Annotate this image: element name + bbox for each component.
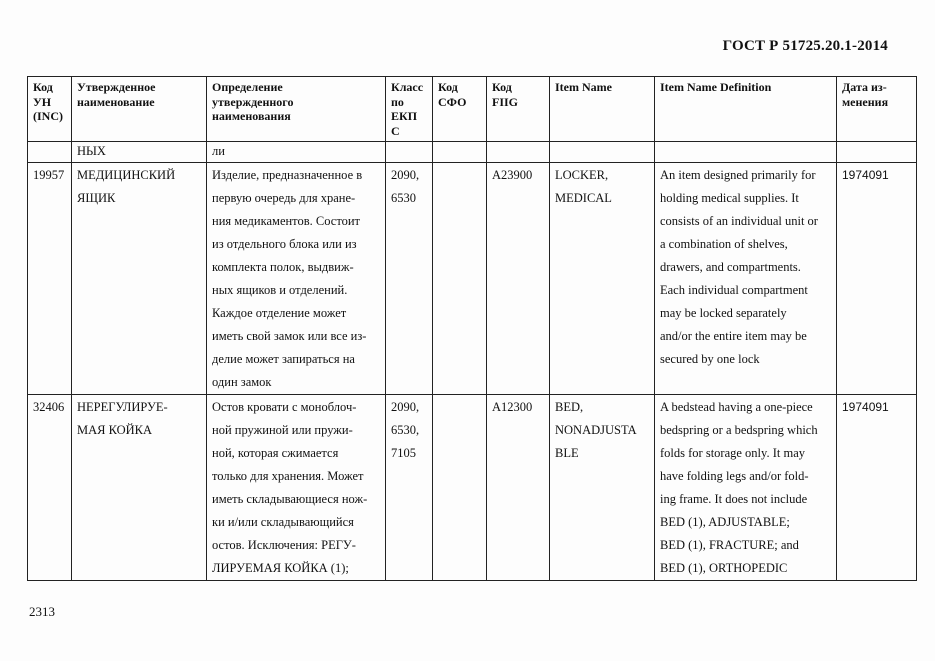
cell-fiig: A12300 <box>487 395 550 581</box>
table-row <box>28 163 917 395</box>
text-line: Код <box>33 80 53 94</box>
document-code: ГОСТ Р 51725.20.1-2014 <box>722 38 888 54</box>
col-header-sfo <box>433 77 487 142</box>
text-line: consists of an individual unit or <box>660 214 818 228</box>
text-line: первую очередь для хране- <box>212 191 356 205</box>
catalog-table <box>27 76 917 581</box>
text-line: из отдельного блока или из <box>212 237 357 251</box>
text-line: УН <box>33 94 52 109</box>
continuation-row <box>28 142 917 163</box>
text-line: BED (1), ORTHOPEDIC <box>660 561 788 575</box>
text-line: Item Name Definition <box>660 80 772 94</box>
text-line: bedspring or a bedspring which <box>660 423 818 437</box>
text-line: Item Name <box>555 80 612 94</box>
header-row <box>28 77 917 142</box>
text-line: An item designed primarily for <box>660 168 816 182</box>
text-line: ЛИРУЕМАЯ КОЙКА (1); <box>212 561 349 575</box>
cell-item-definition <box>655 395 837 581</box>
cell-class <box>386 163 433 395</box>
cell-item-name <box>550 395 655 581</box>
text-line: (INC) <box>33 109 63 123</box>
cell-inc: 32406 <box>28 395 72 581</box>
text-line: утвержденного <box>212 94 294 109</box>
text-line: Определение <box>212 80 283 94</box>
col-header-item-definition <box>655 77 837 142</box>
text-line: СФО <box>438 94 467 109</box>
text-line: Код <box>492 80 512 94</box>
cell-item-name <box>550 163 655 395</box>
text-line: NONADJUSTA <box>555 423 637 437</box>
text-line: ной пружиной или пружи- <box>212 423 353 437</box>
col-header-item-name <box>550 77 655 142</box>
text-line: комплекта полок, выдвиж- <box>212 260 354 274</box>
continuation-name: НЫХ <box>72 142 207 163</box>
cell-name <box>72 395 207 581</box>
text-line: 2090, <box>391 400 420 414</box>
text-line: только для хранения. Может <box>212 469 364 483</box>
text-line: один замок <box>212 375 272 389</box>
cell-sfo <box>433 163 487 395</box>
text-line: BED, <box>555 400 584 414</box>
col-header-definition <box>207 77 386 142</box>
cell-definition <box>207 395 386 581</box>
cell-item-definition <box>655 163 837 395</box>
text-line: Изделие, предназначенное в <box>212 168 363 182</box>
text-line: ing frame. It does not include <box>660 492 808 506</box>
cell-sfo <box>433 395 487 581</box>
text-line: наименования <box>212 109 291 123</box>
text-line: drawers, and compartments. <box>660 260 801 274</box>
col-header-class <box>386 77 433 142</box>
col-header-date <box>837 77 917 142</box>
text-line: FIIG <box>492 94 519 109</box>
text-line: менения <box>842 94 889 109</box>
col-header-name <box>72 77 207 142</box>
text-line: BED (1), FRACTURE; and <box>660 538 799 552</box>
text-line: 2090, <box>391 168 420 182</box>
cell-definition <box>207 163 386 395</box>
text-line: BLE <box>555 446 579 460</box>
col-header-inc <box>28 77 72 142</box>
text-line: Дата из- <box>842 80 887 94</box>
text-line: folds for storage only. It may <box>660 446 805 460</box>
cell-fiig: A23900 <box>487 163 550 395</box>
text-line: Каждое отделение может <box>212 306 347 320</box>
cell-inc: 19957 <box>28 163 72 395</box>
text-line: делие может запираться на <box>212 352 355 366</box>
text-line: and/or the entire item may be <box>660 329 807 343</box>
text-line: Остов кровати с моноблоч- <box>212 400 357 414</box>
col-header-fiig <box>487 77 550 142</box>
text-line: ной, которая сжимается <box>212 446 339 460</box>
text-line: ЯЩИК <box>77 191 116 205</box>
text-line: MEDICAL <box>555 191 612 205</box>
text-line: BED (1), ADJUSTABLE; <box>660 515 790 529</box>
text-line: LOCKER, <box>555 168 609 182</box>
text-line: остов. Исключения: РЕГУ- <box>212 538 356 552</box>
text-line: С <box>391 123 400 138</box>
page-number: 2313 <box>29 604 55 619</box>
text-line: НЕРЕГУЛИРУЕ- <box>77 400 168 414</box>
text-line: Код <box>438 80 458 94</box>
text-line: Each individual compartment <box>660 283 808 297</box>
text-line: Класс <box>391 80 424 94</box>
text-line: Утвержденное <box>77 80 156 94</box>
text-line: ЕКП <box>391 109 418 123</box>
text-line: ки и/или складывающийся <box>212 515 354 529</box>
text-line: a combination of shelves, <box>660 237 788 251</box>
table-row <box>28 395 917 581</box>
text-line: ных ящиков и отделений. <box>212 283 348 297</box>
text-line: МЕДИЦИНСКИЙ <box>77 168 176 182</box>
text-line: ния медикаментов. Состоит <box>212 214 361 228</box>
text-line: иметь складывающиеся нож- <box>212 492 368 506</box>
text-line: МАЯ КОЙКА <box>77 423 153 437</box>
text-line: по <box>391 94 404 109</box>
text-line: 6530 <box>391 191 416 205</box>
cell-date: 1974091 <box>837 395 917 581</box>
text-line: may be locked separately <box>660 306 787 320</box>
text-line: 7105 <box>391 446 416 460</box>
cell-date: 1974091 <box>837 163 917 395</box>
cell-class <box>386 395 433 581</box>
text-line: A bedstead having a one-piece <box>660 400 813 414</box>
text-line: иметь свой замок или все из- <box>212 329 367 343</box>
text-line: secured by one lock <box>660 352 760 366</box>
text-line: 6530, <box>391 423 420 437</box>
cell-name <box>72 163 207 395</box>
text-line: наименование <box>77 94 155 109</box>
continuation-definition: ли <box>207 142 386 163</box>
text-line: have folding legs and/or fold- <box>660 469 809 483</box>
text-line: holding medical supplies. It <box>660 191 799 205</box>
